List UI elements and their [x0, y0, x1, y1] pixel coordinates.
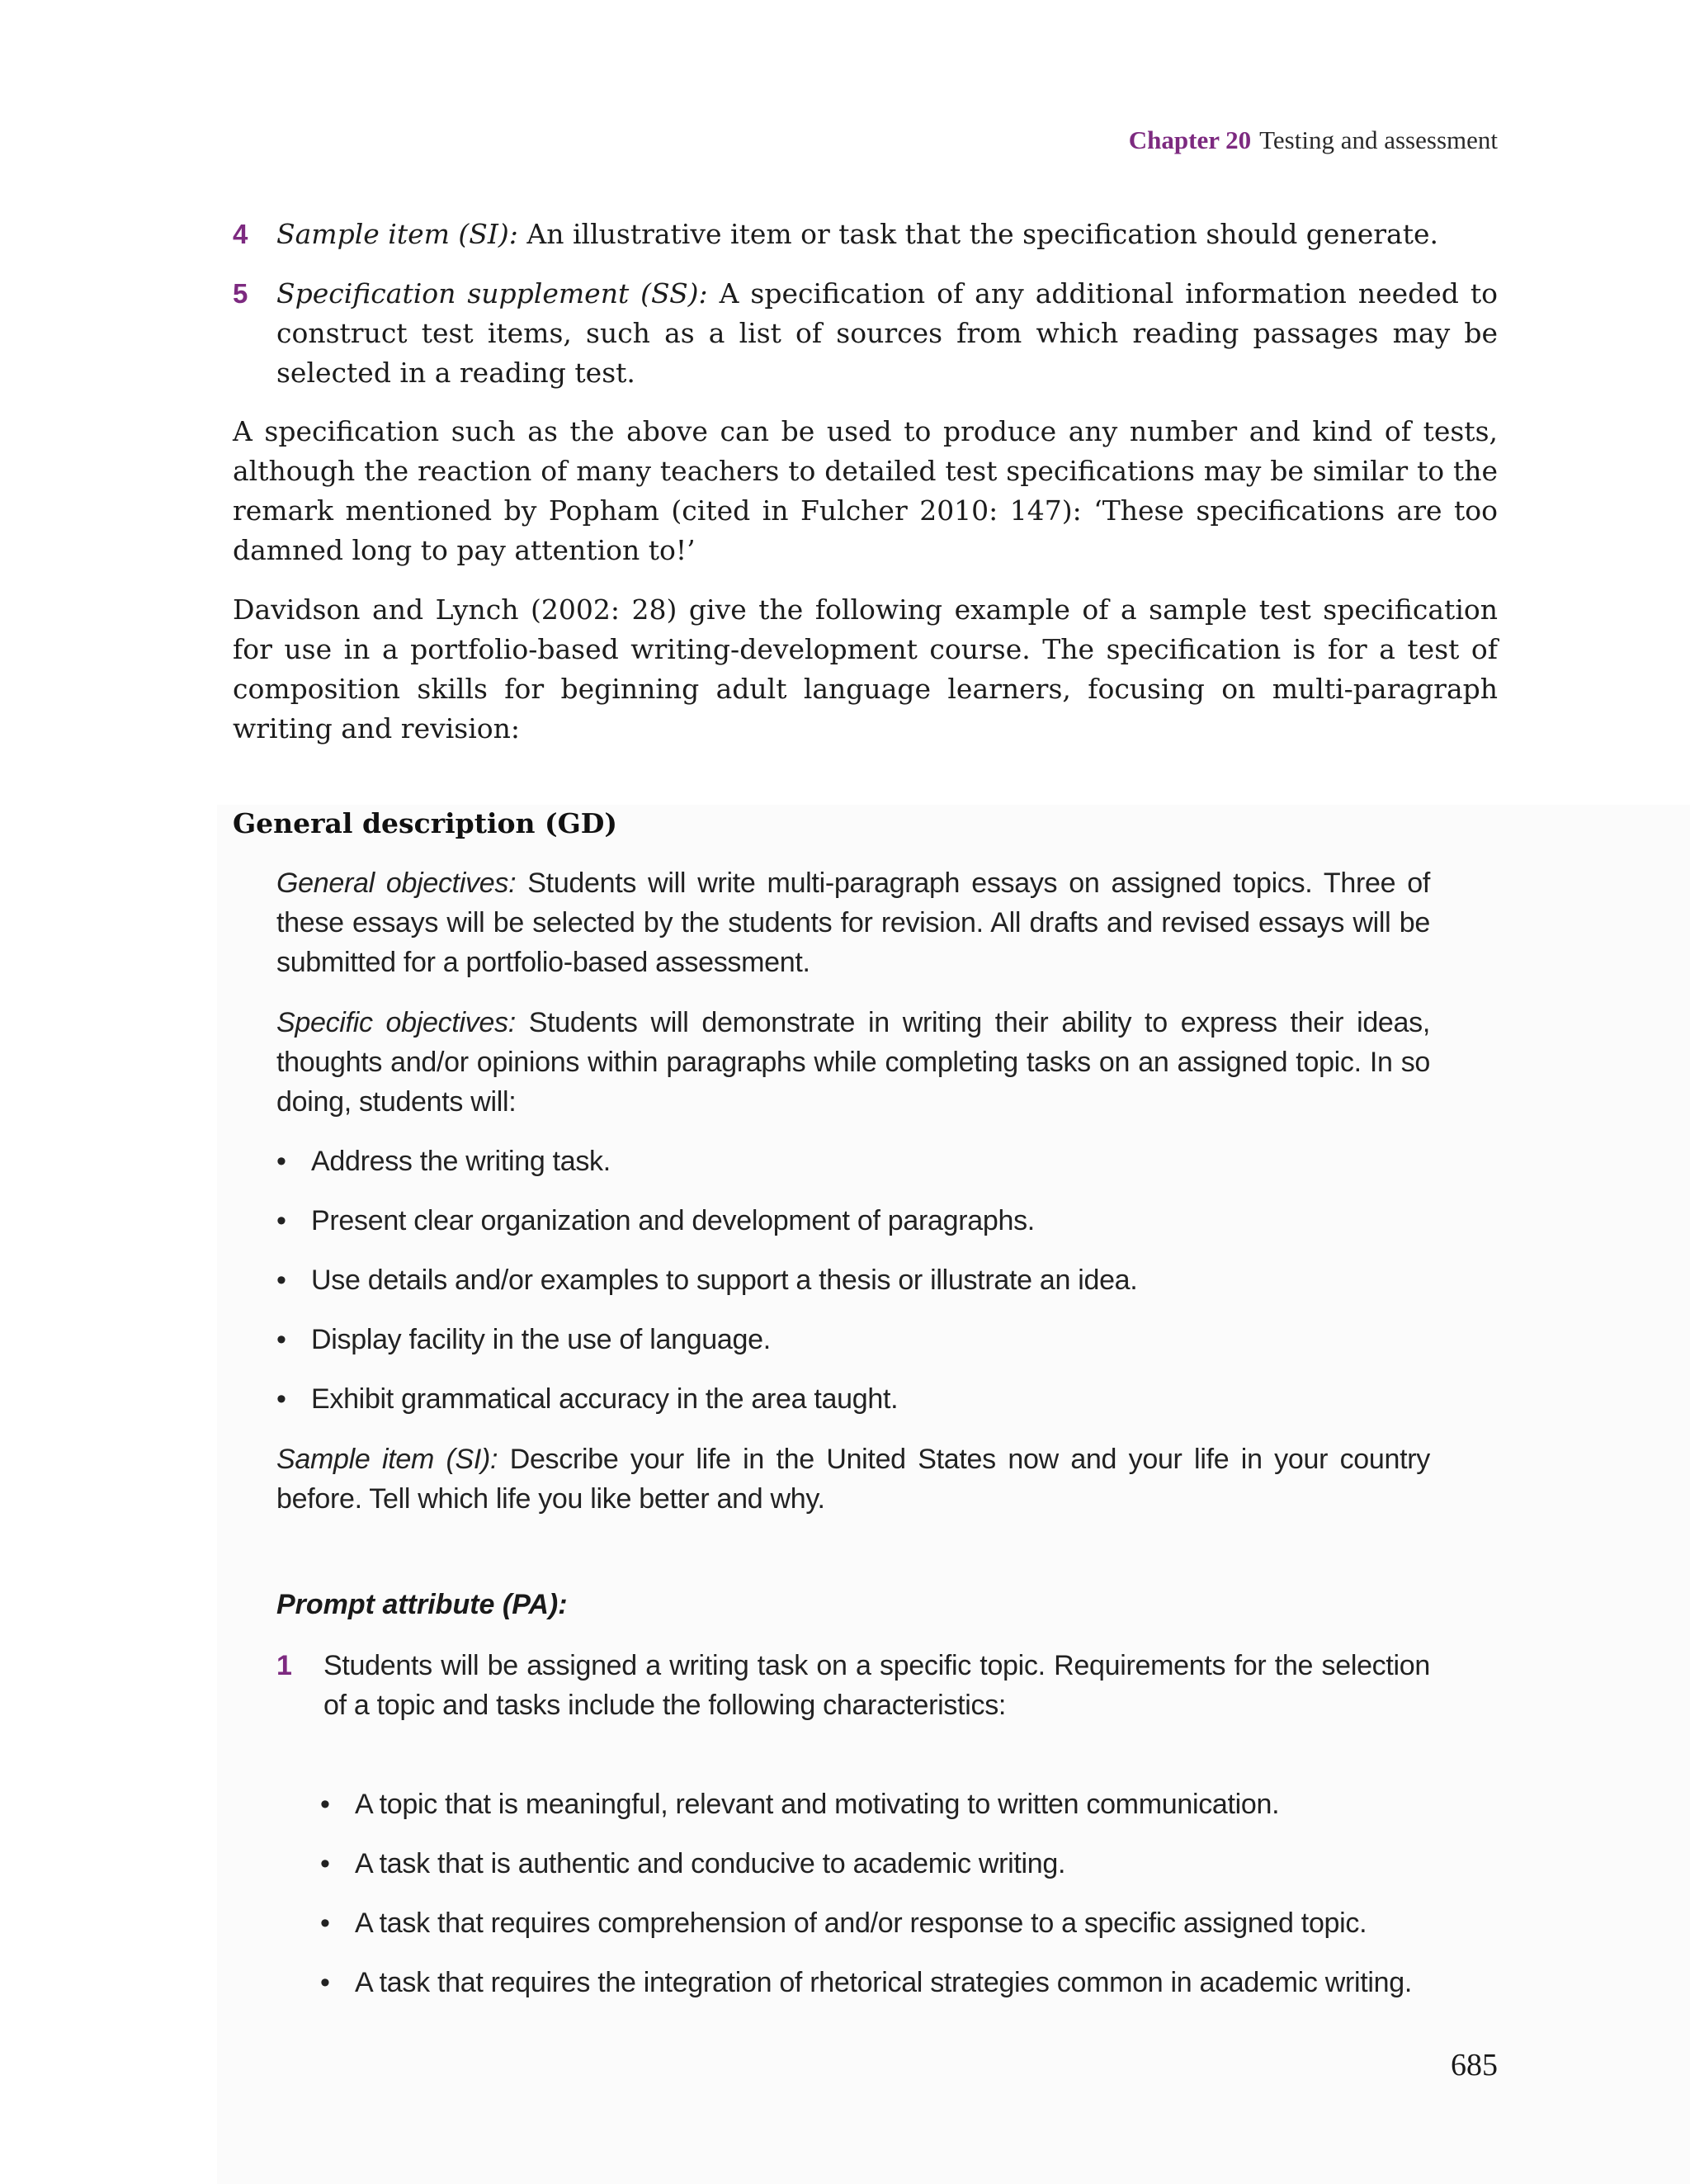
body-paragraph: Davidson and Lynch (2002: 28) give the following example of a sample test specification for use in a portfolio-based writing-development course. The specification is for a test of composition skills for beginning adult language learners, focusing on multi-paragraph writing and revision: — [233, 593, 1498, 745]
page-number: 685 — [1451, 2048, 1498, 2082]
bullet-item — [276, 1201, 1430, 1241]
pa-item-number: 1 — [276, 1650, 292, 1681]
bullet-icon: • — [276, 1383, 286, 1415]
bullet-icon: • — [320, 1907, 330, 1939]
bullet-icon: • — [276, 1205, 286, 1236]
bullet-item — [320, 1844, 1430, 1884]
bullet-text: A task that requires the integration of rhetorical strategies common in academic writing. — [355, 1967, 1413, 1998]
pa-item-text: Students will be assigned a writing task on a specific topic. Requirements for the selection of a topic and tasks include the following characteristics: — [323, 1650, 1430, 1721]
general-objectives-text: Students will write multi-paragraph essays on assigned topics. Three of these essays will be selected by the students for revision. All drafts and revised essays will be submitted for a portfolio-based assessment. — [276, 867, 1431, 978]
bullet-text: A topic that is meaningful, relevant and motivating to written communication. — [355, 1789, 1280, 1820]
bullet-text: Address the writing task. — [311, 1146, 611, 1177]
bullet-icon: • — [320, 1848, 330, 1879]
bullet-item — [276, 1320, 1430, 1359]
bullet-item — [276, 1260, 1430, 1300]
general-objectives — [276, 863, 1430, 982]
list-item — [233, 274, 1498, 393]
specific-objectives-text: Students will demonstrate in writing their ability to express their ideas, thoughts and/or opinions within paragraphs while completing tasks on an assigned topic. In so doing, students will: — [276, 1007, 1431, 1118]
bullet-text: Present clear organization and development of paragraphs. — [311, 1205, 1035, 1236]
bullet-text: A task that requires comprehension of and/or response to a specific assigned topic. — [355, 1907, 1367, 1939]
bullet-text: Display facility in the use of language. — [311, 1324, 771, 1355]
chapter-number: Chapter 20 — [1128, 125, 1252, 154]
item-number: 5 — [233, 278, 248, 309]
bullet-icon: • — [320, 1967, 330, 1998]
bullet-text: Use details and/or examples to support a thesis or illustrate an idea. — [311, 1265, 1138, 1296]
specific-objectives — [276, 1003, 1430, 1122]
sample-item-text: Describe your life in the United States now and your life in your country before. Tell which life you like better and why. — [276, 1444, 1430, 1515]
pa-list-item — [276, 1646, 1430, 1725]
bullet-item — [320, 1903, 1430, 1943]
prompt-attribute-heading: Prompt attribute (PA): — [276, 1589, 568, 1620]
bullet-icon: • — [276, 1324, 286, 1355]
bullet-item — [276, 1142, 1430, 1181]
running-header — [1129, 125, 1498, 155]
list-item — [233, 215, 1498, 254]
sample-item — [276, 1439, 1430, 1519]
spec-section-heading: General description (GD) — [233, 807, 617, 839]
item-number: 4 — [233, 219, 248, 249]
bullet-item — [320, 1785, 1430, 1824]
bullet-icon: • — [320, 1789, 330, 1820]
item-term: Specification supplement (SS): — [276, 277, 708, 310]
sample-item-label: Sample item (SI): — [276, 1444, 498, 1475]
item-term: Sample item (SI): — [276, 218, 518, 250]
bullet-item — [276, 1379, 1430, 1419]
specific-objectives-label: Specific objectives: — [276, 1007, 516, 1038]
chapter-title: Testing and assessment — [1259, 125, 1498, 154]
bullet-text: Exhibit grammatical accuracy in the area taught. — [311, 1383, 899, 1415]
bullet-icon: • — [276, 1146, 286, 1177]
item-text: A specification of any additional information needed to construct test items, such as a list of sources from which reading passages may be selected in a reading test. — [276, 277, 1498, 389]
bullet-icon: • — [276, 1265, 286, 1296]
general-objectives-label: General objectives: — [276, 867, 517, 899]
item-text: An illustrative item or task that the specification should generate. — [517, 218, 1438, 250]
bullet-text: A task that is authentic and conducive to academic writing. — [355, 1848, 1066, 1879]
bullet-item — [320, 1963, 1430, 2002]
body-paragraph: A specification such as the above can be used to produce any number and kind of tests, although the reaction of many teachers to detailed test specifications may be similar to the remark mentioned by Popham (cited in Fulcher 2010: 147): ‘These specifications are too damned long to pay attention to!’ — [233, 415, 1498, 566]
